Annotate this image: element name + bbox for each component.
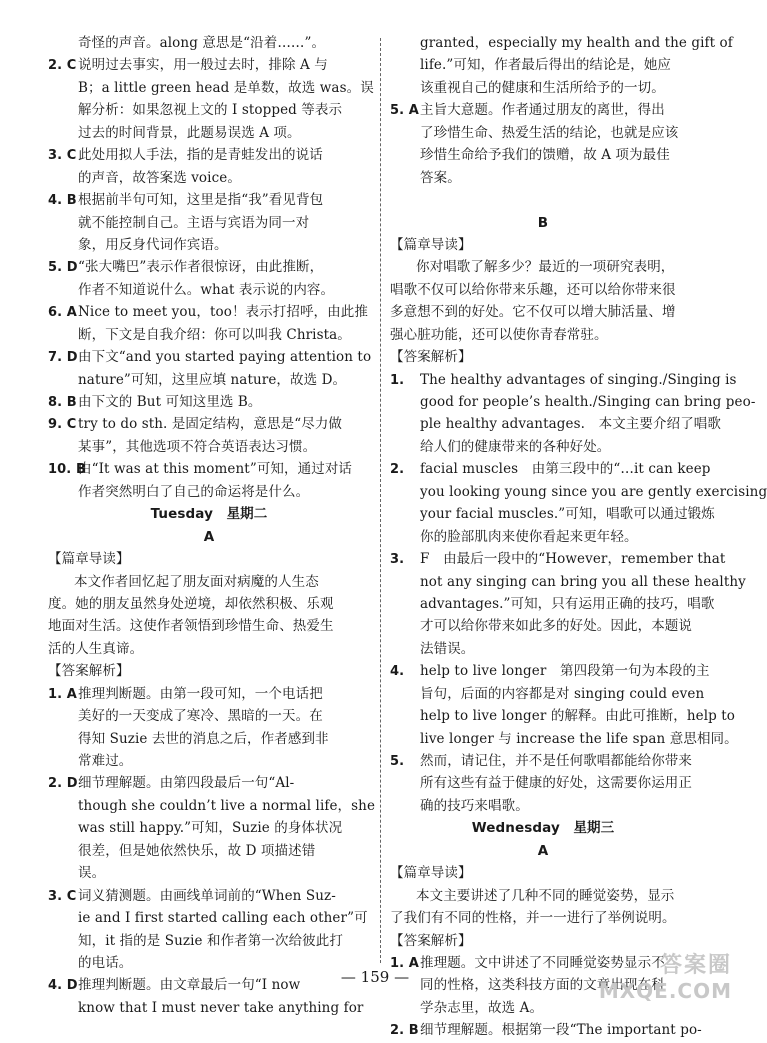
line-text: B；a little green head 是单数，故选 was。误 (78, 79, 374, 96)
text-line (390, 683, 705, 705)
text-line (390, 772, 696, 794)
line-text: 细节理解题。根据第一段“The important po- (420, 1022, 702, 1039)
line-text: help to live longer 的解释。由此可推断，help to (420, 708, 736, 725)
text-line (48, 369, 370, 391)
line-text: 该重视自己的健康和生活所给予的一切。 (420, 79, 665, 96)
text-line (390, 234, 696, 256)
line-text: nature”可知，这里应填 nature，故选 D。 (78, 371, 347, 388)
text-line (390, 481, 767, 503)
line-text: 学杂志里，故选 A。 (420, 999, 544, 1016)
text-line (48, 122, 370, 144)
item-number: 1. A (390, 955, 419, 971)
text-line (48, 907, 370, 929)
line-text: 由下文的 But 可知这里选 B。 (78, 394, 262, 410)
line-text: 同的性格，这类科技方面的文章出现在科 (420, 977, 665, 994)
item-number: 3. C (48, 148, 77, 164)
text-line (48, 750, 370, 772)
line-text: 某事”，其他选项不符合英语表达习惯。 (78, 438, 317, 455)
text-line (390, 660, 710, 682)
line-text: B (537, 214, 549, 231)
line-text: 【篇章导读】 (390, 865, 472, 882)
line-text: not any singing can bring you all these healthy (420, 573, 746, 590)
text-line (48, 32, 370, 54)
text-line (390, 615, 696, 637)
line-text: 你对唱歌了解多少？最近的一项研究表明， (416, 259, 675, 276)
text-line (390, 728, 738, 750)
text-line (390, 705, 736, 727)
watermark-top: 答案圈 (659, 953, 732, 978)
line-text: 才可以给你带来如此多的好处。因此，本题说 (420, 618, 692, 635)
text-line (390, 369, 737, 391)
text-line (48, 638, 370, 660)
line-text: 度。她的朋友虽然身处逆境，却依然积极、乐观 (48, 595, 334, 612)
item-number: 5. D (48, 260, 78, 276)
text-line (390, 548, 726, 570)
line-text: 主旨大意题。作者通过朋友的离世，得出 (420, 102, 665, 119)
line-text: 珍惜生命给予我们的馈赠，故 A 项为最佳 (420, 147, 670, 164)
line-text: 的声音，故答案选 voice。 (78, 169, 241, 186)
line-text: know that I must never take anything for (78, 999, 364, 1016)
item-number: 3. (390, 552, 405, 568)
text-line (48, 930, 370, 952)
line-text: 说明过去事实，用一般过去时，排除 A 与 (78, 57, 328, 74)
watermark-bottom: MXQE.COM (598, 979, 732, 1003)
line-text: The healthy advantages of singing./Singing is (420, 371, 737, 388)
line-text: 所有这些有益于健康的好处，这需要你运用正 (420, 775, 692, 792)
line-text: 知，it 指的是 Suzie 和作者第一次给彼此打 (78, 932, 343, 949)
text-line (390, 54, 696, 76)
text-line (48, 99, 370, 121)
line-text: 解分析：如果忽视上文的 I stopped 等表示 (78, 102, 343, 119)
text-line (48, 144, 370, 166)
text-line (48, 324, 370, 346)
text-line (390, 907, 696, 929)
text-line (390, 862, 696, 884)
line-text: 你的脸部肌肉来使你看起来更年轻。 (420, 528, 638, 545)
text-line (48, 189, 370, 211)
line-text: 根据前半句可知，这里是指“我”看见背包 (78, 192, 324, 209)
text-line (390, 795, 696, 817)
line-text: 由下文“and you started paying attention to (78, 349, 372, 366)
line-text: 推理判断题。由第一段可知，一个电话把 (78, 685, 323, 702)
text-line (48, 615, 370, 637)
text-line (48, 279, 370, 301)
item-number: 7. D (48, 350, 78, 366)
line-text: 由“It was at this moment”可知，通过对话 (78, 461, 353, 478)
line-text: Nice to meet you，too！表示打招呼，由此推 (78, 304, 368, 321)
text-line (390, 391, 756, 413)
line-text: help to live longer 第四段第一句为本段的主 (420, 663, 710, 680)
line-text: 词义猜测题。由画线单词前的“When Suz- (78, 887, 336, 904)
line-text: granted，especially my health and the gift of (420, 35, 733, 51)
text-line (390, 458, 711, 480)
line-text: 旨句，后面的内容都是对 singing could even (420, 685, 705, 702)
text-line (48, 481, 370, 503)
line-text: advantages.”可知，只有运用正确的技巧，唱歌 (420, 595, 715, 612)
text-line (48, 54, 370, 76)
line-text: 本文主要讲述了几种不同的睡觉姿势，显示 (416, 887, 675, 904)
line-text: though she couldn’t live a normal life，she (78, 797, 376, 814)
column-divider (380, 38, 381, 963)
line-text: 推理题。文中讲述了不同睡觉姿势显示不 (420, 954, 665, 971)
line-text: A (203, 528, 215, 545)
text-line (390, 526, 696, 548)
line-text: Tuesday 星期二 (150, 506, 268, 523)
text-line (48, 301, 370, 323)
line-text: 了我们有不同的性格，并一一进行了举例说明。 (390, 910, 676, 927)
item-number: 5. (390, 754, 405, 769)
line-text: ple healthy advantages. 本文主要介绍了唱歌 (420, 416, 722, 433)
text-line (390, 436, 696, 458)
text-line (390, 1019, 702, 1041)
line-text: 就不能控制自己。主语与宾语为同一对 (78, 214, 310, 231)
text-line (48, 862, 370, 884)
page-number: — 159 — (340, 968, 410, 986)
line-text: 活的人生真谛。 (48, 640, 144, 657)
line-text: live longer 与 increase the life span 意思相同。 (420, 730, 738, 747)
line-text: 常难过。 (78, 753, 133, 769)
text-line (48, 593, 370, 615)
line-text: 误。 (78, 865, 106, 882)
text-line (390, 750, 696, 772)
line-text: 强心脏功能，还可以使你青春常驻。 (390, 326, 608, 343)
text-line (48, 683, 370, 705)
text-line (48, 346, 370, 368)
line-text: 【答案解析】 (48, 663, 130, 680)
line-text: ie and I first started calling each other”可 (78, 910, 368, 927)
line-text: 推理判断题。由文章最后一句“I now (78, 977, 301, 994)
text-line (390, 279, 696, 301)
item-number: 4. B (48, 193, 77, 209)
item-number: 3. C (48, 888, 77, 904)
line-text: 奇怪的声音。along 意思是“沿着……”。 (78, 35, 326, 51)
text-line (48, 571, 370, 593)
line-text: 的电话。 (78, 954, 133, 971)
item-number: 8. B (48, 395, 77, 410)
text-line (390, 346, 696, 368)
item-number: 2. D (48, 776, 78, 792)
text-line (390, 32, 733, 54)
text-line (390, 256, 696, 278)
text-line (390, 99, 696, 121)
item-number: 10. B (48, 462, 86, 478)
line-text: 本文作者回忆起了朋友面对病魔的人生态 (74, 573, 319, 590)
line-text: 地面对生活。这使作者领悟到珍惜生命、热爱生 (48, 618, 334, 635)
line-text: 然而，请记住，并不是任何歌唱都能给你带来 (420, 753, 692, 769)
text-line (390, 324, 696, 346)
line-text: 象，用反身代词作宾语。 (78, 236, 228, 253)
text-line (48, 660, 370, 682)
text-line (390, 189, 696, 211)
item-number: 1. A (48, 686, 77, 702)
text-line (390, 840, 696, 862)
text-line (48, 391, 370, 413)
text-line (390, 817, 696, 839)
item-number: 2. (390, 462, 405, 478)
line-text: 断，下文是自我介绍：你可以叫我 Christa。 (78, 326, 351, 343)
text-line (390, 593, 715, 615)
line-text: F 由最后一段中的“However，remember that (420, 551, 726, 568)
line-text: 唱歌不仅可以给你带来乐趣，还可以给你带来很 (390, 281, 676, 298)
line-text: 得知 Suzie 去世的消息之后，作者感到非 (78, 730, 329, 747)
text-line (48, 885, 370, 907)
item-number: 1. (390, 372, 405, 388)
text-line (48, 458, 370, 480)
line-text: 作者不知道说什么。what 表示说的内容。 (78, 281, 335, 298)
text-line (48, 436, 370, 458)
text-line (390, 301, 696, 323)
text-line (48, 167, 370, 189)
text-line (48, 817, 370, 839)
text-line (390, 638, 696, 660)
text-line (390, 77, 696, 99)
text-line (390, 413, 722, 435)
line-text: 给人们的健康带来的各种好处。 (420, 438, 611, 455)
line-text: 此处用拟人手法，指的是青蛙发出的说话 (78, 147, 323, 164)
line-text: was still happy.”可知，Suzie 的身体状况 (78, 820, 343, 837)
line-text: 【篇章导读】 (48, 551, 130, 568)
text-line (48, 256, 370, 278)
item-number: 4. D (48, 978, 78, 994)
text-line (390, 885, 696, 907)
watermark-logo (599, 948, 732, 1003)
text-line (48, 705, 370, 727)
line-text: 过去的时间背景，此题易误选 A 项。 (78, 124, 301, 141)
line-text: 法错误。 (420, 640, 475, 657)
line-text: life.”可知，作者最后得出的结论是，她应 (420, 57, 672, 74)
item-number: 9. C (48, 417, 77, 433)
text-line (390, 571, 746, 593)
line-text: A (537, 842, 549, 859)
line-text: 细节理解题。由第四段最后一句“Al- (78, 775, 295, 792)
line-text: 【答案解析】 (390, 932, 472, 949)
line-text: your facial muscles.”可知，唱歌可以通过锻炼 (420, 506, 715, 523)
line-text: facial muscles 由第三段中的“…it can keep (420, 461, 711, 478)
text-line (48, 997, 370, 1019)
text-line (48, 728, 370, 750)
item-number: 4. (390, 664, 405, 680)
right-column (390, 32, 767, 1042)
text-line (48, 772, 370, 794)
line-text: 作者突然明白了自己的命运将是什么。 (78, 483, 310, 500)
item-number: 5. A (390, 103, 419, 119)
line-text: you looking young since you are gently exercising (420, 483, 767, 500)
text-line (48, 234, 370, 256)
text-line (390, 122, 696, 144)
text-line (48, 212, 370, 234)
text-line (390, 212, 696, 234)
line-text: 【答案解析】 (390, 349, 472, 366)
text-line (48, 840, 370, 862)
item-number: 2. B (390, 1023, 419, 1039)
line-text: 了珍惜生命、热爱生活的结论，也就是应该 (420, 124, 679, 141)
item-number: 2. C (48, 58, 77, 74)
line-text: 很差，但是她依然快乐，故 D 项描述错 (78, 842, 316, 859)
text-line (390, 144, 696, 166)
line-text: Wednesday 星期三 (471, 820, 615, 837)
line-text: 答案。 (420, 169, 461, 186)
text-line (48, 503, 370, 525)
line-text: “张大嘴巴”表示作者很惊讶，由此推断， (78, 259, 324, 276)
text-line (48, 413, 370, 435)
line-text: 多意想不到的好处。它不仅可以增大肺活量、增 (390, 304, 676, 321)
text-line (48, 526, 370, 548)
line-text: 确的技巧来唱歌。 (420, 797, 529, 814)
item-number: 6. A (48, 305, 77, 321)
text-line (48, 77, 374, 99)
text-line (390, 167, 696, 189)
line-text: 美好的一天变成了寒冷、黑暗的一天。在 (78, 708, 323, 725)
text-line (390, 503, 715, 525)
line-text: try to do sth. 是固定结构，意思是“尽力做 (78, 416, 343, 433)
line-text: good for people’s health./Singing can bring peo- (420, 394, 756, 410)
text-line (48, 548, 370, 570)
text-line (48, 795, 376, 817)
line-text: 【篇章导读】 (390, 236, 472, 253)
